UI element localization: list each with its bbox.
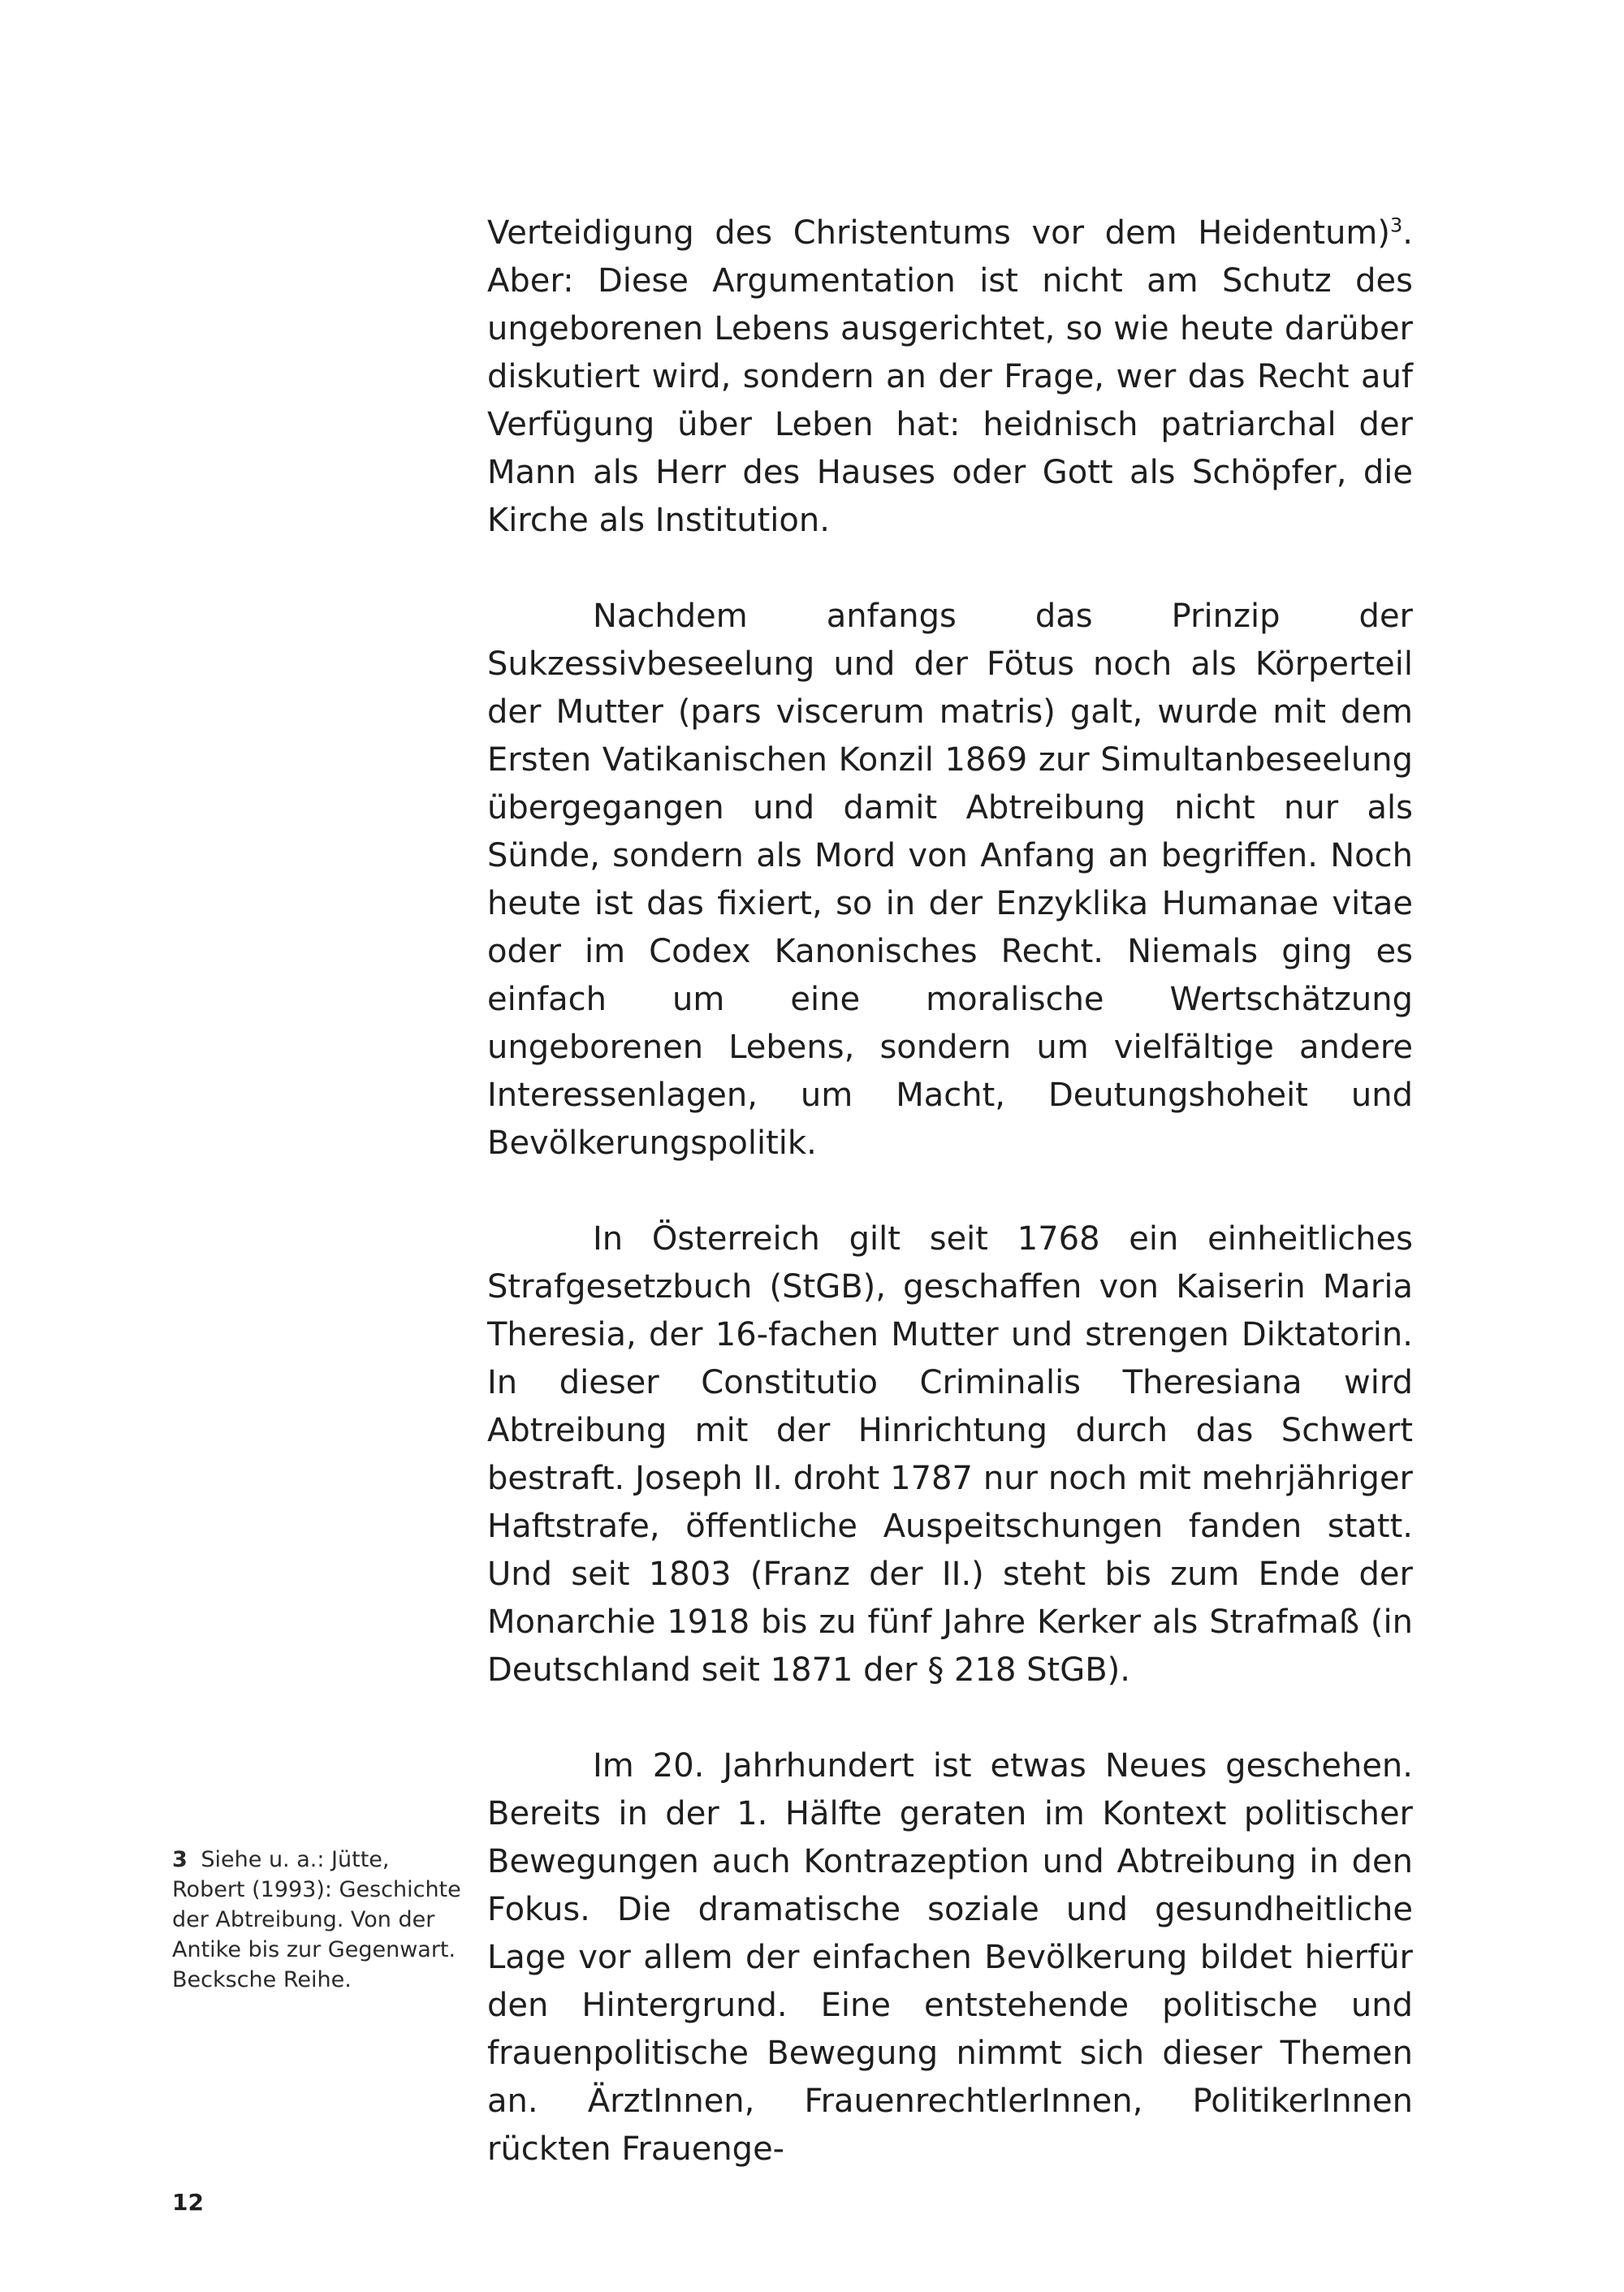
main-text-column: [487, 209, 1413, 2173]
footnote-text: Siehe u. a.: Jütte, Robert (1993): Geschichte der Abtreibung. Von der Antike bis zur Gegenwart. Becksche Reihe.: [172, 1847, 461, 1992]
footnote-reference-3: 3: [1390, 214, 1403, 237]
paragraph-1-tail: . Aber: Diese Argumentation ist nicht am Schutz des ungeborenen Lebens ausgerichtet, so wie heute darüber diskutiert wird, sondern an der Frage, wer das Recht auf Verfügung über Leben hat: heidnisch patriarchal der Mann als Herr des Hauses oder Gott als Schöpfer, die Kirche als Institution.: [487, 214, 1413, 539]
footnote: [172, 1845, 464, 1995]
paragraph-3: In Österreich gilt seit 1768 ein einheitliches Strafgesetzbuch (StGB), geschaffen von Kaiserin Maria Theresia, der 16-fachen Mutter und strengen Diktatorin. In dieser Constitutio Criminalis Theresiana wird Abtreibung mit der Hinrichtung durch das Schwert bestraft. Joseph II. droht 1787 nur noch mit mehrjähriger Haftstrafe, öffentliche Auspeitschungen fanden statt. Und seit 1803 (Franz der II.) steht bis zum Ende der Monarchie 1918 bis zu fünf Jahre Kerker als Strafmaß (in Deutschland seit 1871 der § 218 StGB).: [487, 1220, 1413, 1689]
footnote-number: 3: [172, 1847, 188, 1872]
paragraph-1-text: Verteidigung des Christentums vor dem Heidentum): [487, 214, 1390, 252]
paragraph-4: Im 20. Jahrhundert ist etwas Neues geschehen. Bereits in der 1. Hälfte geraten im Kontext politischer Bewegungen auch Kontrazeption und Abtreibung in den Fokus. Die dramatische soziale und gesundheitliche Lage vor allem der einfachen Bevölkerung bildet hierfür den Hintergrund. Eine entstehende politische und frauenpolitische Bewegung nimmt sich dieser Themen an. ÄrztInnen, FrauenrechtlerInnen, PolitikerInnen rückten Frauenge-: [487, 1747, 1413, 2168]
page-number: 12: [172, 2189, 204, 2216]
paragraph-2: Nachdem anfangs das Prinzip der Sukzessivbeseelung und der Fötus noch als Körperteil der Mutter (pars viscerum matris) galt, wurde mit dem Ersten Vatikanischen Konzil 1869 zur Simultanbeseelung übergegangen und damit Abtreibung nicht nur als Sünde, sondern als Mord von Anfang an begriffen. Noch heute ist das fixiert, so in der Enzyklika Humanae vitae oder im Codex Kanonisches Recht. Niemals ging es einfach um eine moralische Wertschätzung ungeborenen Lebens, sondern um vielfältige andere Interessenlagen, um Macht, Deutungshoheit und Bevölkerungspolitik.: [487, 598, 1413, 1162]
paragraph-1: [487, 209, 1413, 545]
